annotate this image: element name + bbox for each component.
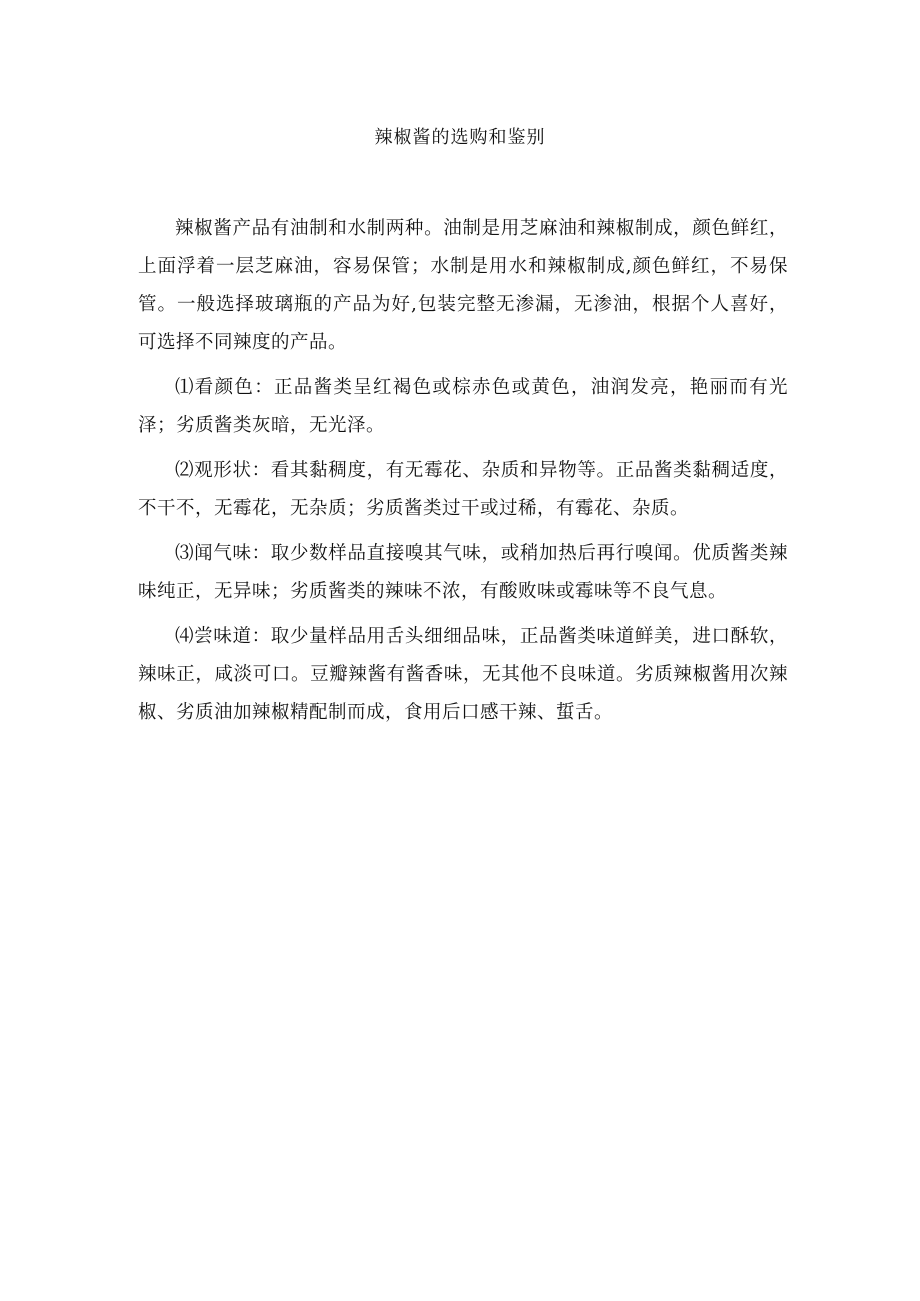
shape-check-paragraph: ⑵观形状：看其黏稠度，有无霉花、杂质和异物等。正品酱类黏稠适度，不干不，无霉花，无杂质；劣质酱类过干或过稀，有霉花、杂质。 — [138, 460, 788, 519]
color-check-paragraph: ⑴看颜色：正品酱类呈红褐色或棕赤色或黄色，油润发亮，艳丽而有光泽；劣质酱类灰暗，无光泽。 — [138, 377, 788, 436]
document-body — [138, 210, 788, 739]
intro-paragraph: 辣椒酱产品有油制和水制两种。油制是用芝麻油和辣椒制成，颜色鲜红，上面浮着一层芝麻油，容易保管；水制是用水和辣椒制成,颜色鲜红，不易保管。一般选择玻璃瓶的产品为好,包装完整无渗漏，无渗油，根据个人喜好，可选择不同辣度的产品。 — [138, 218, 788, 353]
smell-check-paragraph: ⑶闻气味：取少数样品直接嗅其气味，或稍加热后再行嗅闻。优质酱类辣味纯正，无异味；劣质酱类的辣味不浓，有酸败味或霉味等不良气息。 — [138, 543, 788, 602]
document-title: 辣椒酱的选购和鉴别 — [374, 127, 546, 148]
taste-check-paragraph: ⑷尝味道：取少量样品用舌头细细品味，正品酱类味道鲜美，进口酥软，辣味正，咸淡可口。豆瓣辣酱有酱香味，无其他不良味道。劣质辣椒酱用次辣椒、劣质油加辣椒精配制而成，食用后口感干辣、蜇舌。 — [138, 626, 788, 723]
